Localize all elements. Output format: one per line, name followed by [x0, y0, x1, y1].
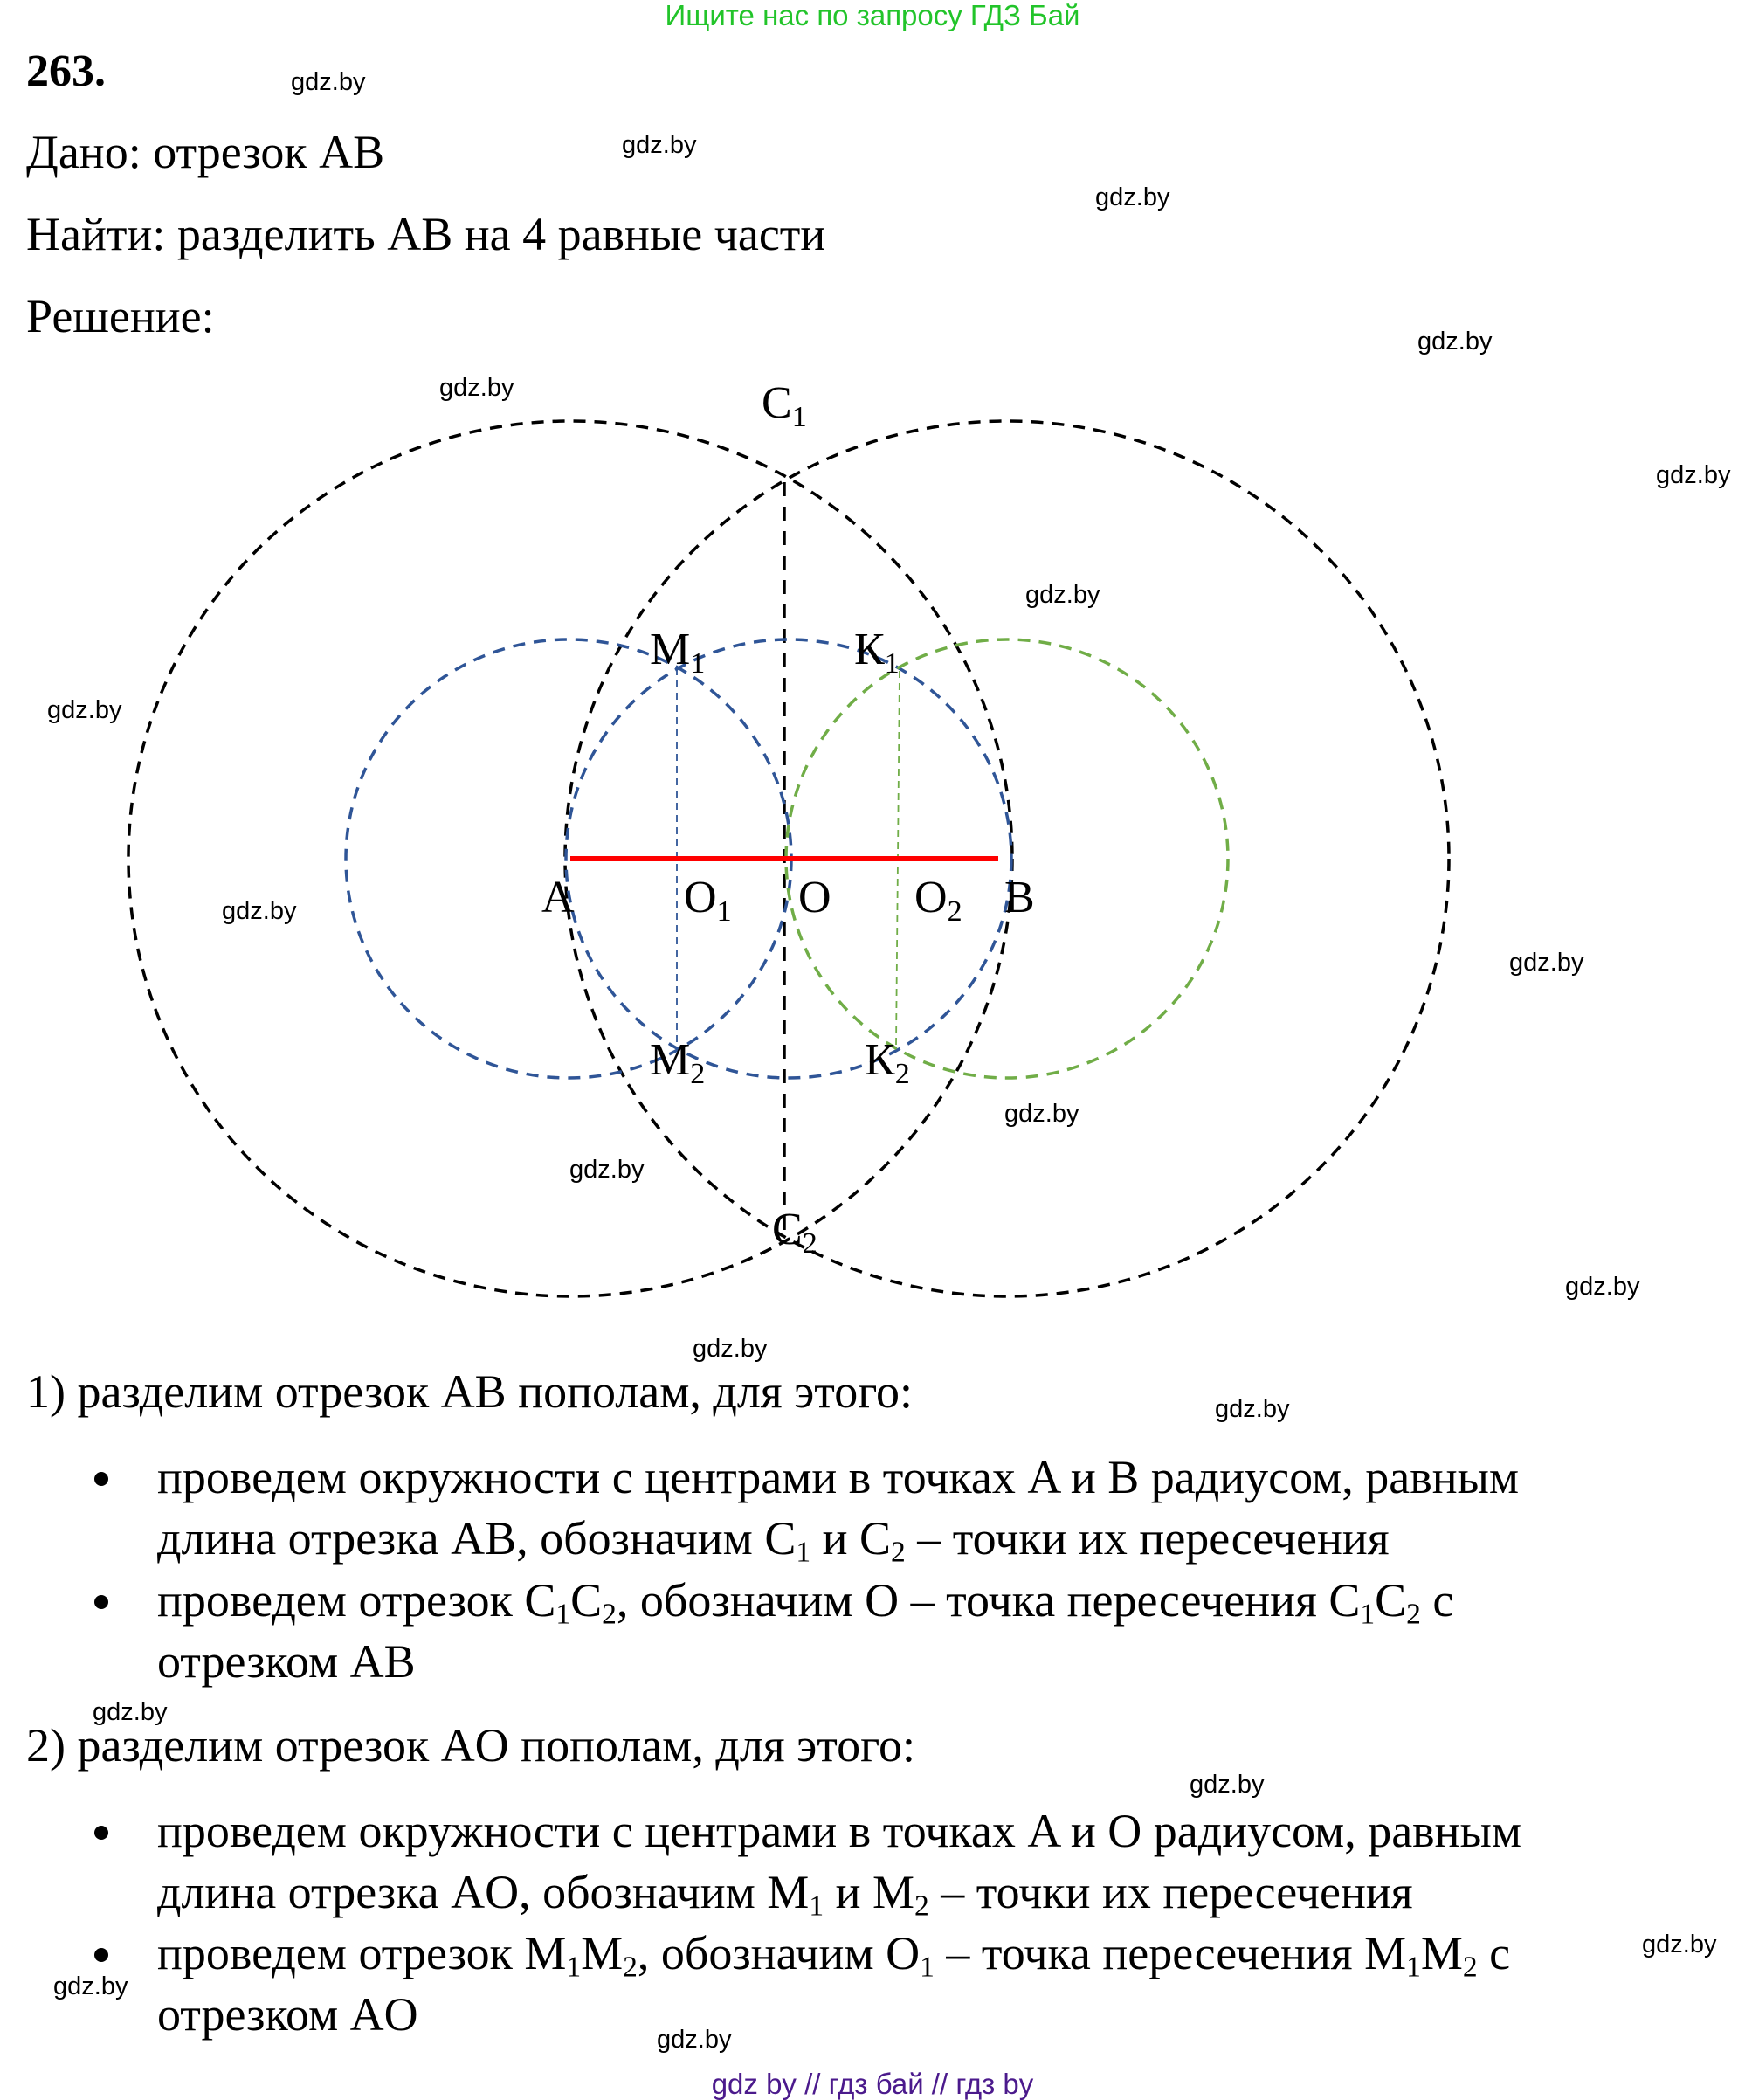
- find-line: Найти: разделить AB на 4 равные части: [26, 208, 826, 260]
- watermark: gdz.by: [93, 1698, 168, 1726]
- label-b: B: [1004, 873, 1035, 922]
- label-c1: C1: [762, 378, 807, 433]
- watermark: gdz.by: [291, 68, 366, 96]
- watermark: gdz.by: [53, 1972, 128, 2000]
- watermark: gdz.by: [1642, 1931, 1717, 1958]
- watermark: gdz.by: [222, 897, 297, 925]
- watermark: gdz.by: [1025, 581, 1100, 609]
- watermark: gdz.by: [1417, 328, 1493, 356]
- label-m2: M2: [650, 1035, 706, 1090]
- search-banner: Ищите нас по запросу ГДЗ Бай: [665, 0, 1080, 31]
- bullet-icon: [94, 1948, 108, 1962]
- step-2-title: 2) разделим отрезок AO пополам, для этого:: [26, 1719, 915, 1772]
- step-1-bullet-2-line-1: проведем отрезок $C_1C_2$, обозначим O – точка пересечения $C_1C_2$ с: [157, 1574, 1454, 1631]
- step-2-bullet-1-line-1: проведем окружности с центрами в точках A и O радиусом, равным: [157, 1805, 1522, 1857]
- watermark: gdz.by: [693, 1335, 768, 1363]
- watermark: gdz.by: [622, 131, 697, 159]
- watermark: gdz.by: [1095, 183, 1170, 211]
- watermark: gdz.by: [1509, 949, 1584, 977]
- watermark: gdz.by: [47, 696, 122, 724]
- step-2-bullet-2-line-1: проведем отрезок $M_1M_2$, обозначим $O_1$ – точка пересечения $M_1M_2$ с: [157, 1927, 1511, 1984]
- label-c2: C2: [772, 1205, 817, 1260]
- bullet-icon: [94, 1595, 108, 1609]
- step-1-title: 1) разделим отрезок AB пополам, для этого:: [26, 1365, 914, 1418]
- bullet-icon: [94, 1472, 108, 1486]
- problem-number: 263.: [26, 46, 106, 96]
- watermark: gdz.by: [1190, 1771, 1265, 1799]
- step-2-bullet-1-line-2: длина отрезка AO, обозначим $M_1$ и $M_2$ – точки их пересечения: [157, 1866, 1413, 1923]
- watermark: gdz.by: [569, 1156, 645, 1184]
- label-o1: O1: [684, 873, 732, 928]
- step-1-bullet-1-line-1: проведем окружности с центрами в точках A и B радиусом, равным: [157, 1451, 1520, 1503]
- label-o: O: [798, 873, 831, 922]
- label-k1: К1: [854, 625, 900, 680]
- label-o2: O2: [914, 873, 962, 928]
- step-1-bullet-2-line-2: отрезком AB: [157, 1635, 416, 1688]
- label-m1: M1: [650, 625, 706, 680]
- label-a: A: [541, 873, 575, 922]
- watermark: gdz.by: [657, 2026, 732, 2054]
- given-line: Дано: отрезок AB: [26, 126, 385, 178]
- watermark: gdz.by: [439, 374, 514, 402]
- watermark: gdz.by: [1215, 1395, 1290, 1423]
- footer-links: gdz by // гдз бай // гдз by: [711, 2068, 1034, 2100]
- bullet-icon: [94, 1826, 108, 1840]
- solution-heading: Решение:: [26, 290, 215, 342]
- watermark: gdz.by: [1656, 461, 1731, 489]
- label-k2: К2: [865, 1035, 910, 1090]
- watermark: gdz.by: [1004, 1100, 1079, 1128]
- step-2-bullet-2-line-2: отрезком AO: [157, 1988, 418, 2041]
- watermark: gdz.by: [1565, 1273, 1640, 1301]
- step-1-bullet-1-line-2: длина отрезка AB, обозначим $C_1$ и $C_2$ – точки их пересечения: [157, 1512, 1390, 1569]
